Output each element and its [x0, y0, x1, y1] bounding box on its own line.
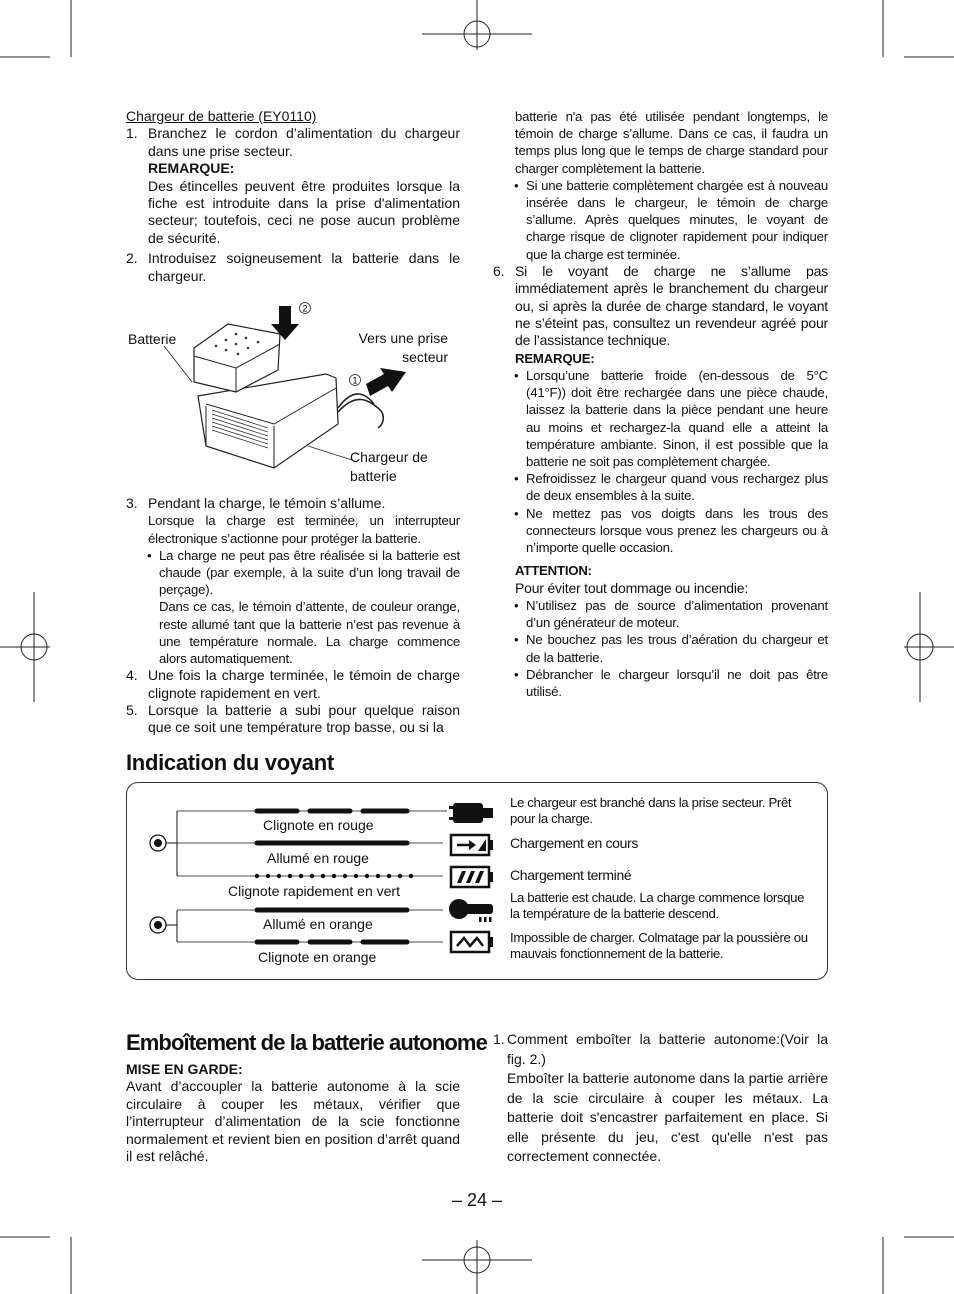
- figure-marker-1: 1: [352, 375, 358, 386]
- left-column: [126, 108, 460, 285]
- battery-full-icon: [451, 867, 493, 887]
- emboitement-right: [493, 1030, 828, 1167]
- step-text: Introduisez soigneusement la batterie dans le chargeur.: [148, 250, 460, 284]
- page-number: – 24 –: [451, 1190, 503, 1210]
- legend-description: Impossible de charger. Colmatage par la poussière ou mauvais fonctionnement de la batterie.: [510, 930, 808, 961]
- step-5: [126, 702, 460, 737]
- bullet-text: La charge ne peut pas être réalisée si la batterie est chaude (par exemple, à la suite d’un long travail de perçage).: [159, 547, 460, 598]
- step-text: Emboîter la batterie autonome dans la partie arrière de la scie circulaire à couper les métaux. La batterie doit s'encastrer parfaitement en place. Si elle présente du jeu, c'est qu'elle n'est pas correctement connectée.: [507, 1070, 828, 1164]
- remarque-label: REMARQUE:: [148, 160, 235, 177]
- remarque-bullet: • Lorsqu’une batterie froide (en-dessous de 5°C (41°F)) doit être rechargée dans une pièce chaude, laissez la batterie dans la pièce pendant une heure au moins et rechargez-la quand elle a atteint la température ambiante. Sinon, il est possible que la batterie ne soit pas complètement chargée.: [514, 368, 828, 470]
- step-3-bullet-cont: Dans ce cas, le témoin d’attente, de couleur orange, reste allumé tant que la batterie n’est pas revenue à une température normale. La charge commence alors automatiquement.: [159, 599, 460, 667]
- step-text: Branchez le cordon d’alimentation du chargeur dans une prise secteur.: [148, 125, 460, 159]
- battery-charging-icon: [451, 835, 493, 855]
- voyant-heading: Indication du voyant: [126, 750, 334, 775]
- step-number: 1.: [126, 125, 138, 142]
- legend-description: La batterie est chaude. La charge commence lorsque la température de la batterie descend.: [510, 890, 805, 921]
- legend-description: Chargement en cours: [510, 835, 638, 851]
- step-title: Comment emboîter la batterie autonome:(Voir la fig. 2.): [507, 1031, 828, 1067]
- bullet-text: Refroidissez le chargeur quand vous rechargez plus de deux ensembles à la suite.: [526, 471, 828, 504]
- remarque-bullet: • Ne mettez pas vos doigts dans les trous des connecteurs lorsque vous prenez les chargeurs ou à n’importe quelle occasion.: [514, 505, 828, 556]
- step-5-cont: batterie n'a pas été utilisée pendant longtemps, le témoin de charge s’allume. Dans ce cas, il faudra un temps plus long que le temps de charge standard pour charger complètement la batterie.: [515, 109, 828, 176]
- step-text: Pendant la charge, le témoin s’allume.: [148, 495, 386, 511]
- legend-description: Le chargeur est branché dans la prise secteur. Prêt pour la charge.: [510, 795, 792, 826]
- remarque-bullet: • Refroidissez le chargeur quand vous rechargez plus de deux ensembles à la suite.: [514, 471, 828, 504]
- mise-text: Avant d’accoupler la batterie autonome à la scie circulaire à couper les métaux, vérifier que l’interrupteur d’alimentation de la scie fonctionne normalement et revient bien en position d’arrêt quand il est relâché.: [126, 1078, 460, 1165]
- legend-label: Clignote en orange: [258, 949, 377, 965]
- mise-label: MISE EN GARDE:: [126, 1061, 243, 1077]
- plug-icon: [449, 803, 493, 823]
- legend-label: Allumé en rouge: [267, 850, 369, 866]
- step-number: 5.: [126, 702, 138, 719]
- bullet-text: Si une batterie complètement chargée est à nouveau insérée dans le chargeur, le témoin de charge s’allume. Après quelques minutes, le voyant de charge risque de clignoter rapidement pour indiquer que la charge est terminée.: [526, 177, 828, 262]
- step-text: Une fois la charge terminée, le témoin de charge clignote rapidement en vert.: [148, 667, 460, 701]
- attention-bullet: • Débrancher le chargeur lorsqu’il ne doit pas être utilisé.: [514, 666, 828, 699]
- charger-figure: [126, 296, 460, 492]
- fast-green-pattern: [255, 874, 413, 878]
- emboitement-heading: Emboîtement de la batterie autonome: [126, 1030, 487, 1055]
- charger-title: Chargeur de batterie (EY0110): [126, 108, 317, 124]
- right-column: [493, 108, 828, 700]
- step-text: Lorsque la batterie a subi pour quelque raison que ce soit une température trop basse, ou si la: [148, 702, 460, 736]
- step-3-bullet: • La charge ne peut pas être réalisée si la batterie est chaude (par exemple, à la suite d’un long travail de perçage).: [147, 547, 460, 598]
- step-number: 3.: [126, 495, 138, 511]
- step-text: Si le voyant de charge ne s’allume pas immédiatement après le branchement du chargeur ou, si après la durée de charge standard, le voyant ne s’éteint pas, consultez un revendeur agréé pour de l’assistance technique.: [515, 262, 828, 349]
- bullet-text: N’utilisez pas de source d’alimentation provenant d’un générateur de moteur.: [526, 597, 828, 631]
- bullet-text: Ne bouchez pas les trous d’aération du chargeur et de la batterie.: [526, 632, 828, 665]
- bullet-text: Lorsqu’une batterie froide (en-dessous de 5°C (41°F)) doit être rechargée dans une pièce chaude, laissez la batterie dans la pièce pendant une heure au moins et rechargez-la quand elle a atteint la température ambiante. Sinon, il est possible que la batterie ne soit pas complètement chargée.: [526, 368, 828, 470]
- legend-label: Clignote rapidement en vert: [228, 883, 400, 899]
- attention-label: ATTENTION:: [515, 563, 592, 579]
- step-number: 4.: [126, 667, 138, 684]
- voyant-table: [126, 782, 828, 980]
- bullet-text: Ne mettez pas vos doigts dans les trous des connecteurs lorsque vous prenez les chargeurs ou à n’importe quelle occasion.: [526, 505, 828, 556]
- attention-intro: Pour éviter tout dommage ou incendie:: [515, 579, 749, 596]
- step-number: 6.: [493, 262, 505, 279]
- remarque-text: Des étincelles peuvent être produites lorsque la fiche est introduite dans la prise d'alimentation secteur; toutefois, ceci ne pose aucun problème de sécurité.: [148, 177, 460, 246]
- attention-bullet: • Ne bouchez pas les trous d’aération du chargeur et de la batterie.: [514, 632, 828, 665]
- step-4: [126, 667, 460, 702]
- remarque-label: REMARQUE:: [515, 350, 595, 366]
- label-chargeur: Chargeur de batterie: [350, 449, 428, 484]
- emboitement-step-1: [493, 1030, 828, 1069]
- step-5-bullet: • Si une batterie complètement chargée est à nouveau insérée dans le chargeur, le témoin de charge s’allume. Après quelques minutes, le voyant de charge risque de clignoter rapidement pour indiquer que la charge est terminée.: [514, 177, 828, 262]
- attention-bullet: • N’utilisez pas de source d’alimentation provenant d’un générateur de moteur.: [514, 597, 828, 631]
- left-column-steps: [126, 495, 460, 737]
- step-3: [126, 495, 460, 512]
- figure-marker-2: 2: [302, 303, 308, 314]
- emboitement-left: [126, 1061, 460, 1165]
- label-batterie: Batterie: [128, 331, 177, 347]
- label-prise: Vers une prise secteur: [358, 330, 448, 365]
- legend-label: Clignote en rouge: [263, 817, 374, 833]
- hot-battery-icon: [449, 899, 493, 922]
- step-1: [126, 125, 460, 160]
- step-6: [493, 263, 828, 350]
- battery-error-icon: [451, 932, 493, 952]
- bullet-text: Débrancher le chargeur lorsqu’il ne doit pas être utilisé.: [526, 666, 828, 699]
- step-number: 2.: [126, 250, 138, 267]
- step-number: 1.: [493, 1031, 505, 1047]
- legend-description: Chargement terminé: [510, 867, 632, 883]
- step-2: [126, 250, 460, 285]
- legend-label: Allumé en orange: [263, 916, 373, 932]
- step-3-detail: Lorsque la charge est terminée, un interrupteur électronique s’actionne pour protéger la batterie.: [148, 513, 460, 546]
